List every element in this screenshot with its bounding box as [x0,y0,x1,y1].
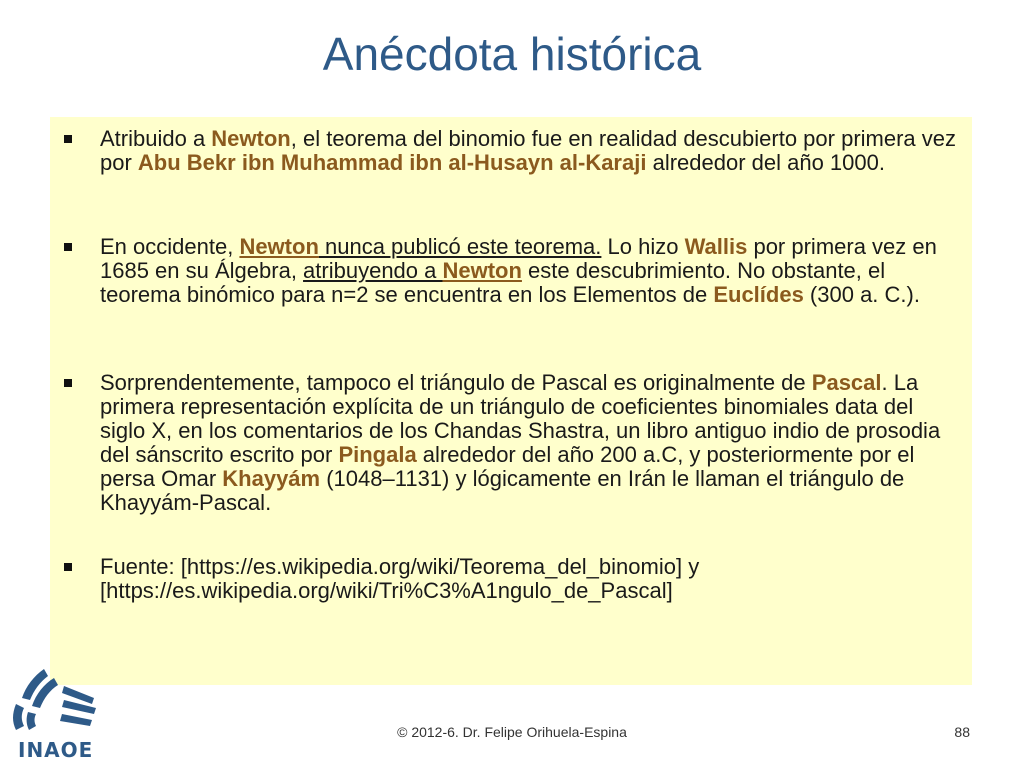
page-number: 88 [954,724,970,740]
text-segment: Wallis [684,234,748,259]
bullet-marker-icon [64,379,72,387]
text-segment: alrededor del año 1000. [646,150,885,175]
text-segment: Pingala [338,442,417,467]
text-segment: atribuyendo a [303,258,443,283]
text-segment: (300 a. C.). [803,282,920,307]
bullet-text [100,555,960,603]
text-segment: Newton [211,126,291,151]
text-segment: alrededor del año 200 a.C, y posteriormente por el persa Omar [100,442,915,491]
bullet-text [100,235,960,307]
slide-title: Anécdota histórica [322,28,702,80]
text-segment: , el teorema del binomio fue en realidad descubierto por primera vez por [100,126,957,175]
text-segment: . La primera representación explícita de un triángulo de coeficientes binomiales data del siglo X, en los comentarios de los Chandas Shastra, un libro antiguo indio de prosodia del sánscrito escrito por [100,370,941,467]
bullet-item [64,127,960,175]
bullet-marker-icon [64,135,72,143]
bullet-item [64,235,960,307]
logo-text: INAOE [18,738,94,762]
bullet-marker-icon [64,563,72,571]
bullet-item [64,555,960,603]
bullet-text [100,127,960,175]
text-segment: Newton [239,234,319,259]
text-segment: Fuente: [https://es.wikipedia.org/wiki/Teorema_del_binomio] y [https://es.wikipedia.org/wiki/Tri%C3%A1ngulo_de_Pascal] [100,554,700,603]
footer-copyright: © 2012-6. Dr. Felipe Orihuela-Espina [397,724,627,740]
text-segment: En occidente, [100,234,240,259]
text-segment: Euclídes [713,282,804,307]
bullet-marker-icon [64,243,72,251]
text-segment: Atribuido a [100,126,212,151]
text-segment: este descubrimiento. No obstante, el teorema binómico para n=2 se encuentra en los Elementos de [100,258,886,307]
text-segment: (1048–1131) y lógicamente en Irán le llaman el triángulo de Khayyám-Pascal. [100,466,905,515]
text-segment: Pascal [811,370,882,395]
bullet-item [64,371,960,515]
text-segment: nunca publicó este teorema. [318,234,602,259]
bullet-text [100,371,960,515]
content-box [50,117,972,685]
text-segment: Newton [442,258,522,283]
text-segment: Khayyám [222,466,321,491]
text-segment: Abu Bekr ibn Muhammad ibn al-Husayn al-Karaji [137,150,647,175]
text-segment: Sorprendentemente, tampoco el triángulo de Pascal es originalmente de [100,370,812,395]
text-segment: por primera vez en 1685 en su Álgebra, [100,234,937,283]
text-segment: Lo hizo [601,234,685,259]
